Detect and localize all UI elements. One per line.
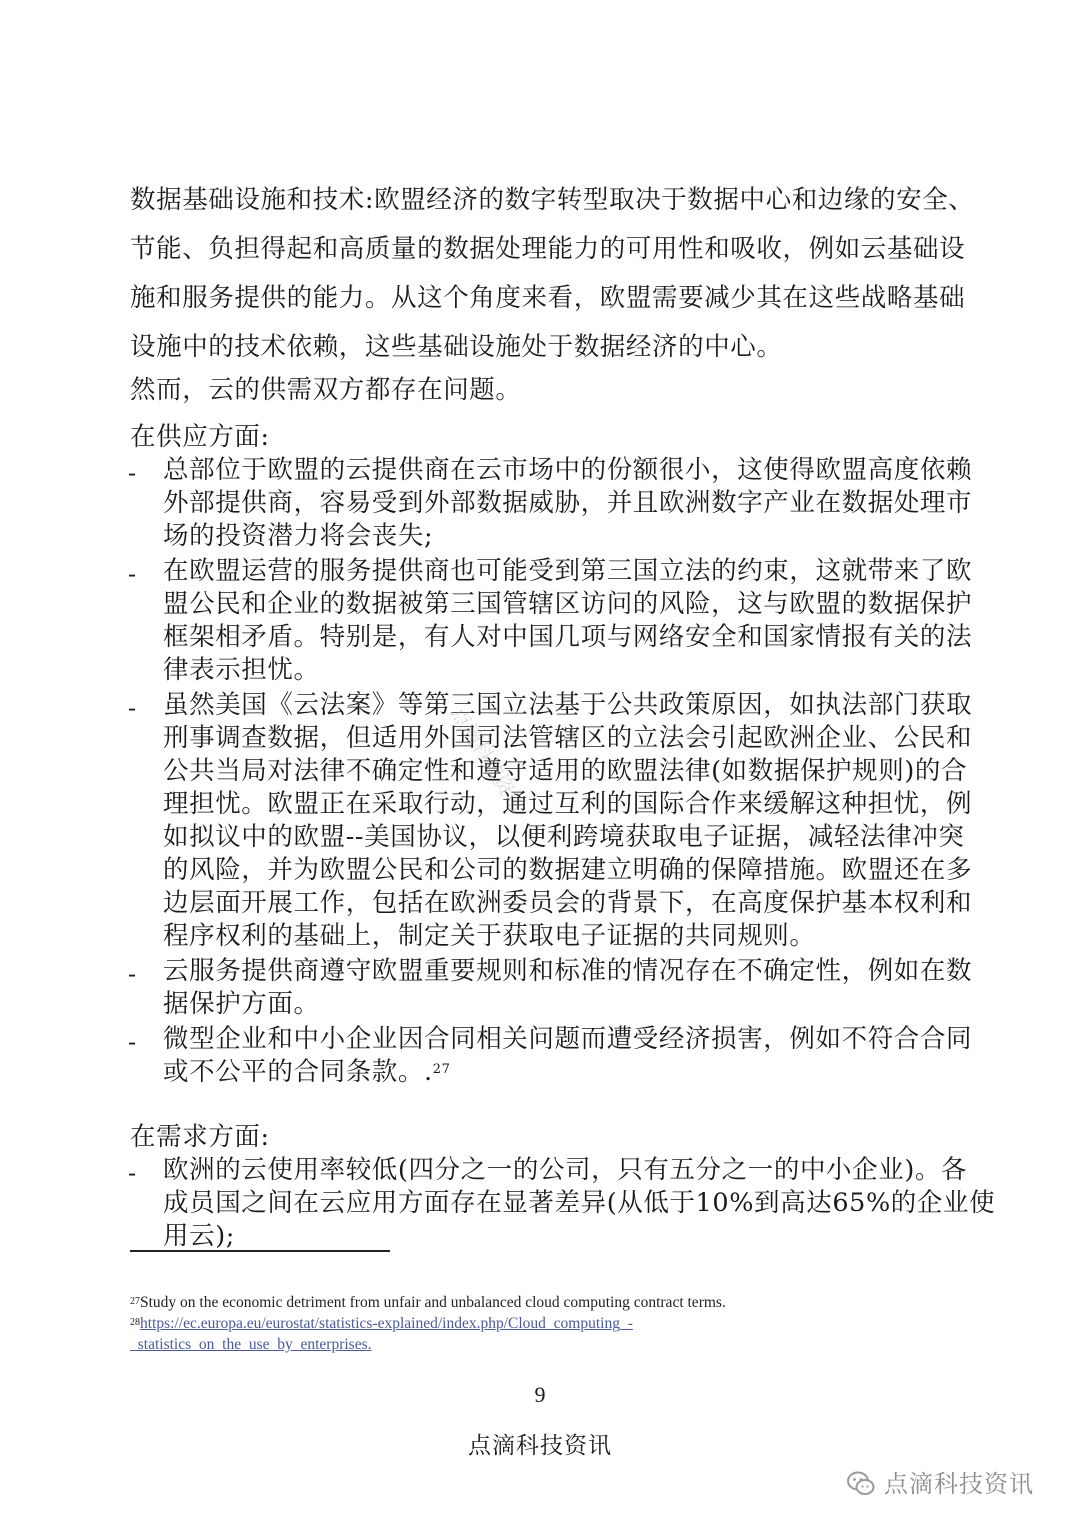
intro-line: 设施中的技术依赖，这些基础设施处于数据经济的中心。 xyxy=(130,332,783,362)
bullet-dash: - xyxy=(128,1159,137,1187)
footnote-link[interactable]: _statistics_on_the_use_by_enterprises. xyxy=(130,1336,372,1353)
bullet-line: 框架相矛盾。特别是，有人对中国几项与网络安全和国家情报有关的法 xyxy=(163,622,973,652)
bullet-line: 的风险，并为欧盟公民和公司的数据建立明确的保障措施。欧盟还在多 xyxy=(163,855,973,885)
wechat-watermark xyxy=(846,1466,1034,1502)
bullet-line: 用云); xyxy=(163,1221,235,1251)
bullet-line: 在欧盟运营的服务提供商也可能受到第三国立法的约束，这就带来了欧 xyxy=(163,556,973,586)
bullet-dash: - xyxy=(128,459,137,487)
bullet-dash: - xyxy=(128,694,137,722)
bullet-line: 公共当局对法律不确定性和遵守适用的欧盟法律(如数据保护规则)的合 xyxy=(163,756,968,786)
bullet-line: 场的投资潜力将会丧失; xyxy=(163,521,434,551)
bullet-line: 边层面开展工作，包括在欧洲委员会的背景下，在高度保护基本权利和 xyxy=(163,888,973,918)
bullet-line: 律表示担忧。 xyxy=(163,655,320,685)
wechat-icon xyxy=(846,1469,876,1499)
footnote-28 xyxy=(130,1314,633,1334)
bullet-line: 理担忧。欧盟正在采取行动，通过互利的国际合作来缓解这种担忧，例 xyxy=(163,789,973,819)
footnote-text: Study on the economic detriment from unfair and unbalanced cloud computing contract terms. xyxy=(140,1294,726,1311)
bullet-line-text: 或不公平的合同条款。. xyxy=(163,1057,433,1087)
page-number: 9 xyxy=(534,1382,546,1407)
footnote-number: 28 xyxy=(130,1317,140,1328)
bullet-line: 刑事调查数据，但适用外国司法管辖区的立法会引起欧洲企业、公民和 xyxy=(163,723,973,753)
bullet-line: 微型企业和中小企业因合同相关问题而遭受经济损害，例如不符合合同 xyxy=(163,1024,973,1054)
bullet-dash: - xyxy=(128,960,137,988)
footnote-number: 27 xyxy=(130,1296,140,1307)
watermark-text: 点滴科技资讯 xyxy=(884,1470,1034,1498)
bullet-dash: - xyxy=(128,560,137,588)
intro-line: 施和服务提供的能力。从这个角度来看，欧盟需要减少其在这些战略基础 xyxy=(130,283,966,313)
footnote-27 xyxy=(130,1293,726,1313)
bullet-line: 总部位于欧盟的云提供商在云市场中的份额很小，这使得欧盟高度依赖 xyxy=(163,455,973,485)
supply-heading: 在供应方面: xyxy=(130,422,270,452)
bullet-line: 成员国之间在云应用方面存在显著差异(从低于10%到高达65%的企业使 xyxy=(163,1188,996,1218)
footnote-28-cont xyxy=(130,1335,372,1355)
bullet-line: 据保护方面。 xyxy=(163,989,320,1019)
bullet-line: 如拟议中的欧盟--美国协议，以便利跨境获取电子证据，减轻法律冲突 xyxy=(163,822,965,852)
footnote-ref: 27 xyxy=(432,1062,451,1077)
bullet-line: 外部提供商，容易受到外部数据威胁，并且欧洲数字产业在数据处理市 xyxy=(163,488,973,518)
footnote-divider xyxy=(130,1250,390,1252)
bullet-line: 欧洲的云使用率较低(四分之一的公司，只有五分之一的中小企业)。各 xyxy=(163,1155,968,1185)
footnote-link[interactable]: https://ec.europa.eu/eurostat/statistics-explained/index.php/Cloud_computing_- xyxy=(140,1315,633,1332)
intro-line: 数据基础设施和技术:欧盟经济的数字转型取决于数据中心和边缘的安全、 xyxy=(130,185,975,215)
however-line: 然而，云的供需双方都存在问题。 xyxy=(130,375,522,405)
demand-heading: 在需求方面: xyxy=(130,1122,270,1152)
bullet-line xyxy=(163,1057,450,1087)
bullet-line: 云服务提供商遵守欧盟重要规则和标准的情况存在不确定性，例如在数 xyxy=(163,956,973,986)
intro-line: 节能、负担得起和高质量的数据处理能力的可用性和吸收，例如云基础设 xyxy=(130,234,966,264)
bullet-line: 虽然美国《云法案》等第三国立法基于公共政策原因，如执法部门获取 xyxy=(163,690,973,720)
bullet-line: 程序权利的基础上，制定关于获取电子证据的共同规则。 xyxy=(163,921,816,951)
footer-brand: 点滴科技资讯 xyxy=(468,1433,612,1459)
bullet-line: 盟公民和企业的数据被第三国管辖区访问的风险，这与欧盟的数据保护 xyxy=(163,589,973,619)
stamp-watermark: 点滴科技资讯 xyxy=(446,702,531,817)
bullet-dash: - xyxy=(128,1028,137,1056)
